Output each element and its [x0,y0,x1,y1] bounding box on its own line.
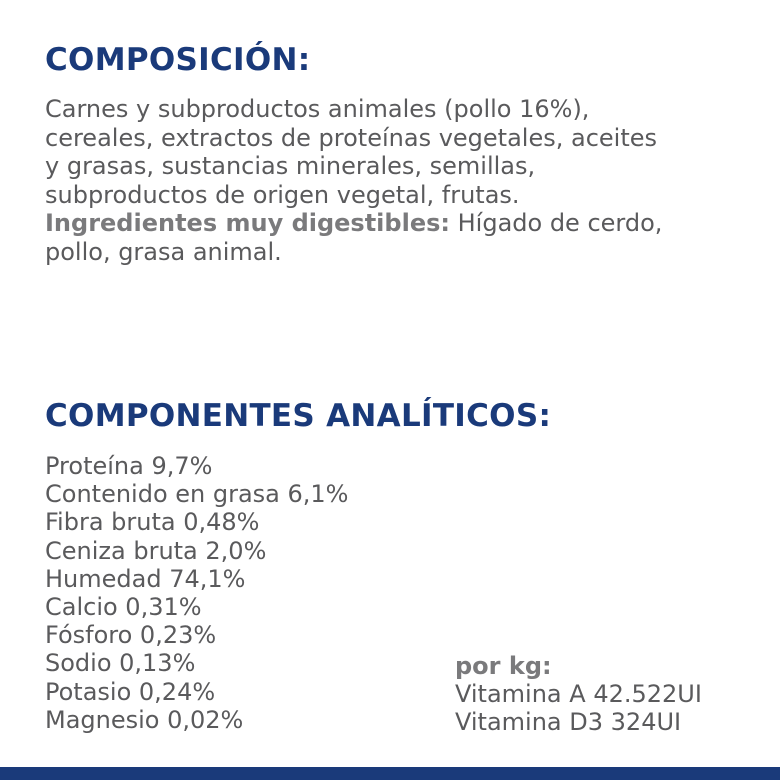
vitamin-item: Vitamina D3 324UI [455,708,682,737]
analytic-item: Proteína 9,7% [45,452,213,480]
analytic-item: Magnesio 0,02% [45,705,244,734]
bottom-accent-bar [0,767,780,780]
composicion-paragraph [45,95,745,267]
analytic-item: Potasio 0,24% [45,677,216,706]
analytic-item: Contenido en grasa 6,1% [45,480,349,509]
componentes-heading: COMPONENTES ANALÍTICOS: [45,398,552,434]
analytic-item: Humedad 74,1% [45,564,246,593]
analytic-item: Fósforo 0,23% [45,621,217,650]
analytic-item: Fibra bruta 0,48% [45,508,260,537]
digestible-text: pollo, grasa animal. [45,237,282,266]
digestible-text: Hígado de cerdo, [449,209,663,238]
composicion-line: Carnes y subproductos animales (pollo 16%), [45,95,590,123]
composicion-heading: COMPOSICIÓN: [45,42,311,78]
per-kg-block [455,652,702,737]
analytic-item: Sodio 0,13% [45,649,196,678]
per-kg-title: por kg: [455,652,552,680]
composicion-line: subproductos de origen vegetal, frutas. [45,180,520,209]
analytic-item: Calcio 0,31% [45,593,202,622]
analytic-components-list [45,452,348,734]
composicion-line: cereales, extractos de proteínas vegetales, aceites [45,123,657,152]
analytic-item: Ceniza bruta 2,0% [45,536,267,565]
vitamin-item: Vitamina A 42.522UI [455,680,702,709]
composicion-line: y grasas, sustancias minerales, semillas, [45,152,536,181]
digestible-label: Ingredientes muy digestibles: [45,209,450,238]
